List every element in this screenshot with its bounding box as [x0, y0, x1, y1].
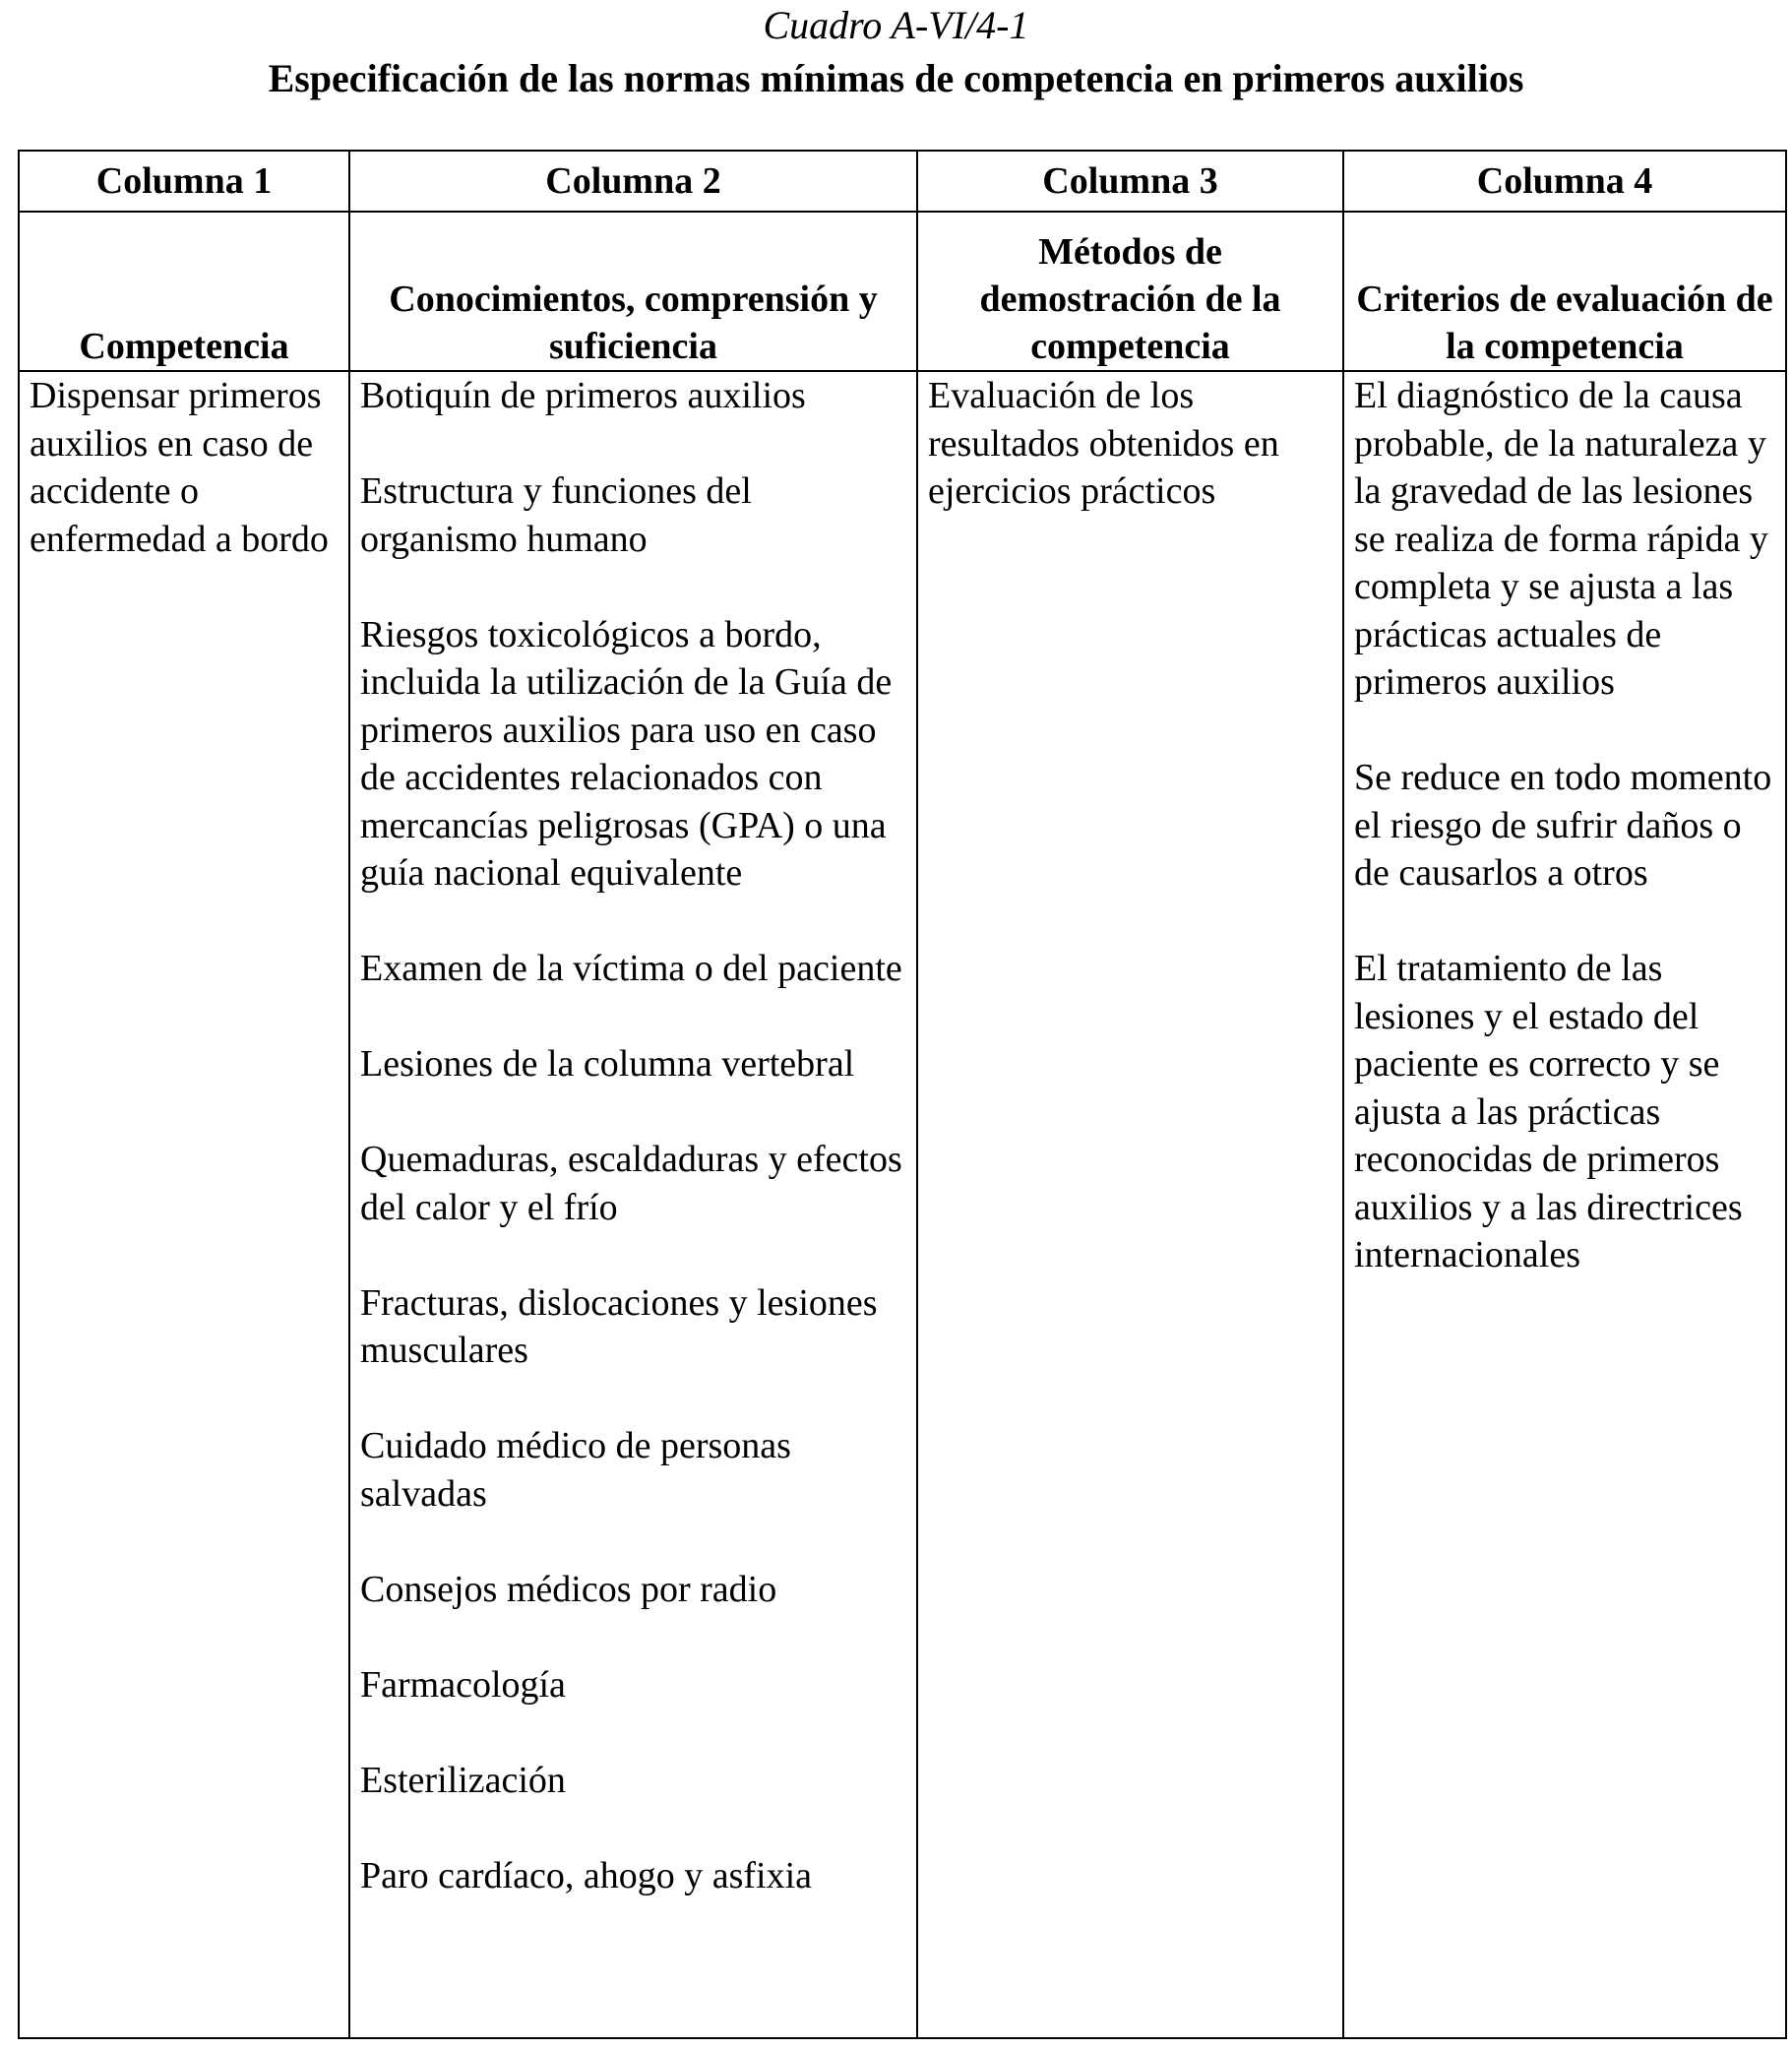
competence-text: Dispensar primeros auxilios en caso de accidente o enfermedad a bordo — [30, 375, 329, 560]
knowledge-item: Fracturas, dislocaciones y lesiones musculares — [360, 1281, 878, 1371]
criteria-cell — [1343, 371, 1786, 2038]
knowledge-item: Quemaduras, escaldaduras y efectos del calor y el frío — [360, 1139, 902, 1228]
knowledge-cell — [349, 371, 917, 2038]
knowledge-item: Esterilización — [360, 1759, 566, 1801]
knowledge-item: Consejos médicos por radio — [360, 1568, 777, 1610]
knowledge-item: Estructura y funciones del organismo humano — [360, 470, 752, 560]
heading-methods — [917, 212, 1343, 371]
criteria-item: El tratamiento de las lesiones y el estado del paciente es correcto y se ajusta a las prácticas reconocidas de primeros auxilios y a las directrices internacionales — [1354, 948, 1743, 1275]
heading-criteria: Criterios de evaluación de la competencia — [1343, 212, 1786, 371]
knowledge-item: Cuidado médico de personas salvadas — [360, 1425, 791, 1515]
competence-table — [18, 150, 1787, 2039]
competence-cell — [19, 371, 349, 2038]
knowledge-item: Lesiones de la columna vertebral — [360, 1043, 855, 1085]
column-number-4: Columna 4 — [1343, 151, 1786, 212]
heading-knowledge — [349, 212, 917, 371]
table-row — [19, 371, 1786, 2038]
heading-knowledge-text: Conocimientos, comprensión y suficiencia — [389, 279, 878, 367]
table-number: Cuadro A-VI/4-1 — [763, 3, 1029, 47]
methods-cell — [917, 371, 1343, 2038]
knowledge-item: Riesgos toxicológicos a bordo, incluida la utilización de la Guía de primeros auxilios para uso en caso de accidentes relacionados con mercancías peligrosas (GPA) o una guía nacional equivalente — [360, 613, 893, 894]
heading-methods-text: Métodos de demostración de la competencia — [979, 231, 1281, 367]
table-title: Especificación de las normas mínimas de competencia en primeros auxilios — [268, 56, 1524, 100]
heading-competence: Competencia — [19, 212, 349, 371]
column-number-1: Columna 1 — [19, 151, 349, 212]
criteria-item: El diagnóstico de la causa probable, de la naturaleza y la gravedad de las lesiones se realiza de forma rápida y completa y se ajusta a las prácticas actuales de primeros auxilios — [1354, 375, 1768, 703]
column-heading-row — [19, 212, 1786, 371]
knowledge-item: Botiquín de primeros auxilios — [360, 375, 806, 416]
column-number-row — [19, 151, 1786, 212]
column-number-2: Columna 2 — [349, 151, 917, 212]
methods-text: Evaluación de los resultados obtenidos en ejercicios prácticos — [928, 375, 1279, 512]
knowledge-item: Paro cardíaco, ahogo y asfixia — [360, 1854, 812, 1896]
knowledge-item: Farmacología — [360, 1663, 566, 1706]
knowledge-item: Examen de la víctima o del paciente — [360, 948, 902, 989]
column-number-3: Columna 3 — [917, 151, 1343, 212]
criteria-item: Se reduce en todo momento el riesgo de sufrir daños o de causarlos a otros — [1354, 757, 1772, 894]
